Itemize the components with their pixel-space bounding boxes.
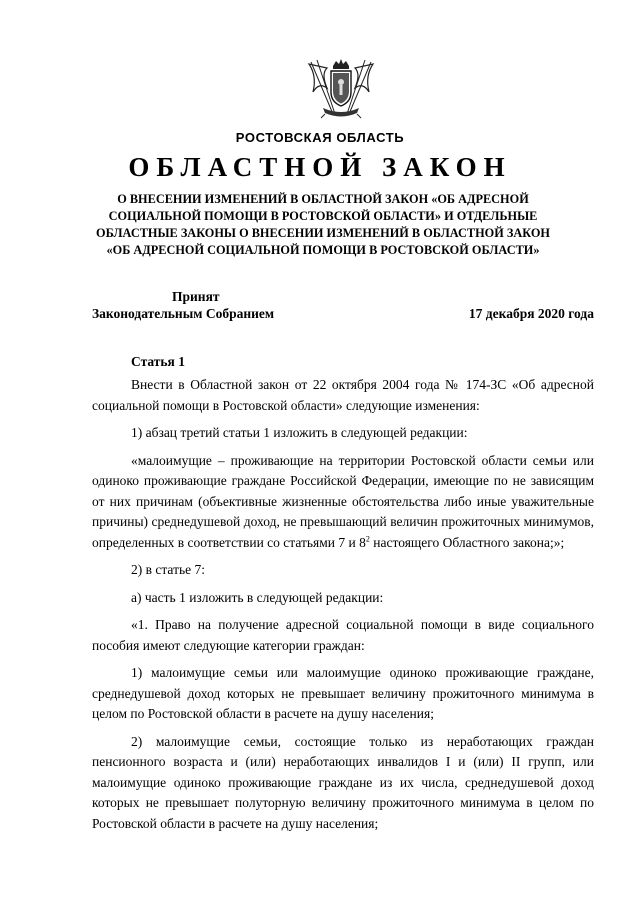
law-title-line: «ОБ АДРЕСНОЙ СОЦИАЛЬНОЙ ПОМОЩИ В РОСТОВСКОЙ ОБЛАСТИ» (106, 243, 540, 257)
paragraph: «1. Право на получение адресной социальной помощи в виде социального пособия имеют следующие категории граждан: (92, 617, 594, 653)
article-heading: Статья 1 (131, 354, 185, 369)
paragraph-text: «малоимущие – проживающие на территории Ростовской области семьи или одиноко проживающие граждане Российской Федерации, имеющие по не зависящим от них причинам (объективные жизненные обстоятельства либо иные уважительные причины) среднедушевой доход, не превышающий величин прожиточных минимумов, определенных в соответствии со статьями 7 и 8 (92, 452, 594, 550)
adoption-label: Принят (172, 289, 220, 304)
paragraph-text: настоящего Областного закона;»; (369, 534, 565, 550)
paragraph: 2) малоимущие семьи, состоящие только из неработающих граждан пенсионного возраста и (или) неработающих инвалидов I и (или) II групп, или малоимущие одиноко проживающие граждане из их числа, среднедушевой доход которых не превышает полуторную величину прожиточного минимума в целом по Ростовской области в расчете на душу населения; (92, 733, 594, 831)
law-title-line: ОБЛАСТНЫЕ ЗАКОНЫ О ВНЕСЕНИИ ИЗМЕНЕНИЙ В ОБЛАСТНОЙ ЗАКОН (96, 226, 550, 240)
paragraph: 1) малоимущие семьи или малоимущие одиноко проживающие граждане, среднедушевой доход которых не превышает величину прожиточного минимума в целом по Ростовской области в расчете на душу населения; (92, 665, 594, 721)
law-title-line: СОЦИАЛЬНОЙ ПОМОЩИ В РОСТОВСКОЙ ОБЛАСТИ» И ОТДЕЛЬНЫЕ (108, 209, 538, 223)
paragraph: Внести в Областной закон от 22 октября 2004 года № 174-ЗС «Об адресной социальной помощи в Ростовской области» следующие изменения: (92, 377, 594, 413)
adoption-date: 17 декабря 2020 года (468, 306, 594, 321)
adoption-block (92, 288, 312, 322)
paragraph: 1) абзац третий статьи 1 изложить в следующей редакции: (131, 425, 468, 440)
law-title-line: О ВНЕСЕНИИ ИЗМЕНЕНИЙ В ОБЛАСТНОЙ ЗАКОН «ОБ АДРЕСНОЙ (117, 192, 529, 206)
law-type-heading: ОБЛАСТНОЙ ЗАКОН (128, 152, 512, 182)
superscript: 2 (365, 534, 370, 543)
adoption-body: Законодательным Собранием (92, 306, 275, 321)
paragraph: 2) в статье 7: (131, 562, 205, 577)
law-title (90, 191, 556, 259)
paragraph (92, 451, 594, 554)
paragraph: а) часть 1 изложить в следующей редакции: (131, 589, 384, 605)
article-body (92, 375, 594, 841)
rostov-oblast-coat-of-arms-icon (303, 58, 379, 120)
region-name: РОСТОВСКАЯ ОБЛАСТЬ (235, 130, 405, 145)
